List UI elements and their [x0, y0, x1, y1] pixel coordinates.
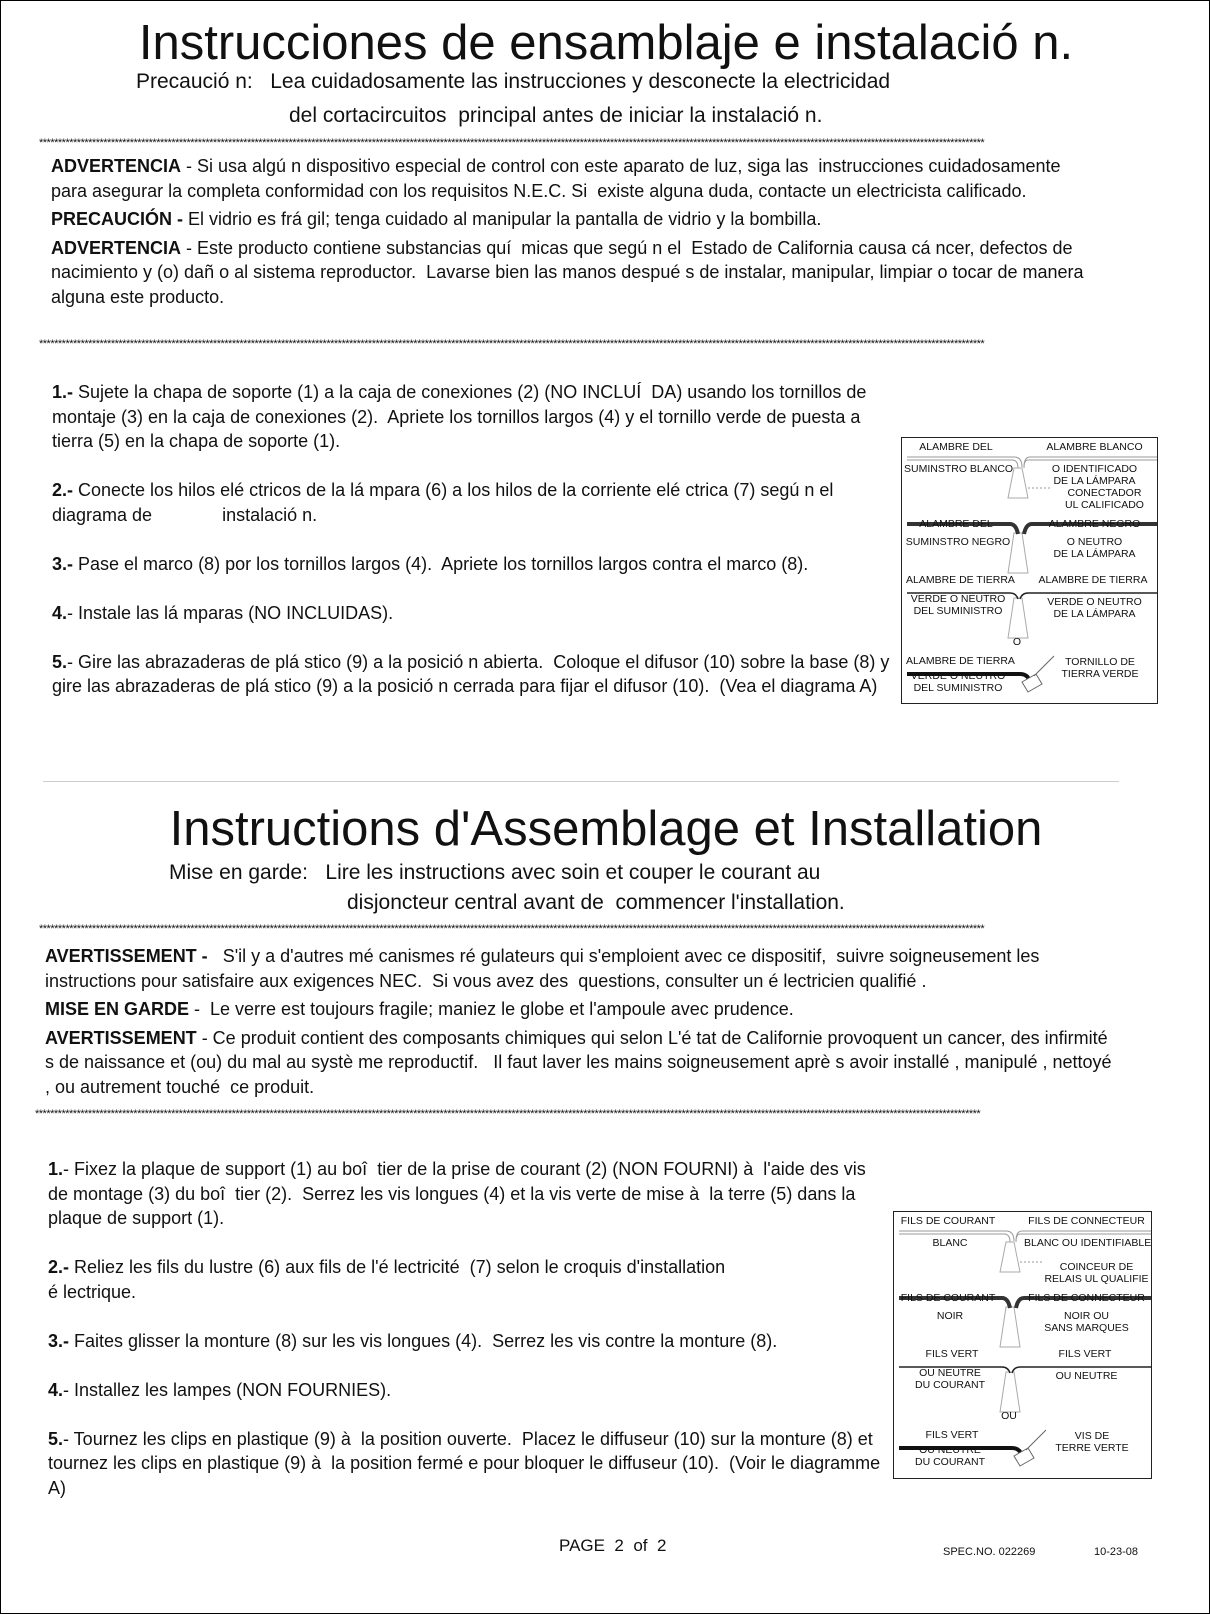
diagram-label-r2b: O NEUTRO DE LA LÁMPARA	[1053, 536, 1136, 560]
step-number: 4.	[52, 602, 68, 623]
french-caution-line1: Mise en garde: Lire les instructions avec soin et couper le courant au	[169, 861, 821, 884]
warning-label: MISE EN GARDE	[45, 999, 190, 1019]
warning-label: AVERTISSEMENT	[45, 1027, 197, 1048]
diagram-label-l3b: VERDE O NEUTRO DEL SUMINISTRO	[910, 593, 1006, 617]
diagram-label-r3b: VERDE O NEUTRO DE LA LÁMPARA	[1047, 596, 1142, 620]
spec-number: SPEC.NO. 022269	[943, 1546, 1036, 1558]
page-number: PAGE 2 of 2	[559, 1536, 667, 1555]
wiring-diagram-es	[901, 437, 1158, 704]
diagram-label-r3: FILS VERT	[1058, 1348, 1112, 1360]
diagram-label-l4: FILS VERT	[925, 1429, 979, 1441]
warning-label: ADVERTENCIA	[51, 156, 182, 176]
diagram-label-l2b: NOIR	[936, 1310, 964, 1322]
diagram-label-screw: TORNILLO DE TIERRA VERDE	[1061, 656, 1139, 680]
diagram-label-or: OU	[1001, 1410, 1017, 1422]
step-text: Sujete la chapa de soporte (1) a la caja de conexiones (2) (NO INCLUÍ DA) usando los tornillos de montaje (3) en la caja de conexiones (2). Apriete los tornillos largos (4) y el tornillo verde de puesta a tierra (5) en la chapa de soporte (1).	[52, 382, 872, 451]
step-item	[52, 552, 892, 577]
date: 10-23-08	[1094, 1546, 1139, 1558]
step-item	[48, 1255, 883, 1304]
step-text: - Fixez la plaque de support (1) au boî tier de la prise de courant (2) (NON FOURNI) à l'aide des vis de montage (3) du boî tier (2). Serrez les vis longues (4) et la vis verte de mise à la terre (5) dans la plaque de support (1).	[48, 1159, 871, 1228]
diagram-label-l3: ALAMBRE DE TIERRA	[906, 574, 1015, 586]
warning-item	[51, 236, 1101, 310]
spanish-title: Instrucciones de ensamblaje e instalació n.	[138, 16, 1074, 70]
diagram-label-l4: ALAMBRE DE TIERRA	[906, 655, 1015, 667]
step-text: Conecte los hilos elé ctricos de la lá mpara (6) a los hilos de la corriente elé ctrica (7) segú n el diagrama de instalació n.	[52, 480, 839, 525]
divider: **********************************************************************************************************************************************************************************************************************************************************	[35, 1108, 981, 1120]
diagram-label-conn: CONECTADOR UL CALIFICADO	[1065, 487, 1144, 511]
warning-item	[51, 207, 1101, 232]
step-item	[52, 601, 892, 626]
spanish-caution-line2: del cortacircuitos principal antes de iniciar la instalació n.	[289, 104, 823, 127]
french-warnings	[45, 944, 1115, 1103]
step-number: 3.-	[48, 1330, 70, 1351]
french-caution-line2: disjoncteur central avant de commencer l'installation.	[347, 891, 845, 914]
diagram-label-l1: FILS DE COURANT	[900, 1215, 996, 1227]
step-text: - Instale las lá mparas (NO INCLUIDAS).	[67, 602, 394, 623]
diagram-label-l4b: VERDE O NEUTRO DEL SUMINISTRO	[910, 670, 1006, 694]
diagram-label-r3b: OU NEUTRE	[1055, 1370, 1118, 1382]
step-item	[48, 1427, 883, 1501]
warning-label: PRECAUCIÓN -	[51, 209, 184, 229]
step-number: 2.-	[48, 1257, 70, 1277]
diagram-label-l1: ALAMBRE DEL	[919, 441, 993, 453]
diagram-label-r1b: BLANC OU IDENTIFIABLE	[1024, 1237, 1152, 1249]
diagram-label-l2b: SUMINSTRO NEGRO	[905, 536, 1011, 548]
diagram-label-r1b: O IDENTIFICADO DE LA LÁMPARA	[1051, 463, 1138, 487]
step-number: 1.-	[52, 382, 74, 402]
warning-text: - Este producto contiene substancias quí micas que segú n el Estado de California causa cá ncer, defectos de nacimiento y (o) dañ o al sistema reproductor. Lavarse bien las manos despué s de instalar, manipular, limpiar o tocar de manera alguna este producto.	[51, 237, 1089, 307]
spanish-steps	[52, 380, 895, 723]
warning-text: - Le verre est toujours fragile; maniez le globe et l'ampoule avec prudence.	[189, 999, 794, 1019]
step-number: 4.	[48, 1379, 64, 1400]
warning-label: AVERTISSEMENT -	[45, 946, 208, 966]
step-item	[48, 1378, 883, 1403]
divider: **********************************************************************************************************************************************************************************************************************************************************	[39, 137, 985, 149]
step-number: 1.	[48, 1159, 64, 1179]
step-item	[52, 380, 892, 454]
warning-text: El vidrio es frá gil; tenga cuidado al manipular la pantalla de vidrio y la bombilla.	[183, 209, 822, 229]
diagram-label-or: O	[1012, 636, 1022, 648]
diagram-label-l2: ALAMBRE DEL	[919, 518, 993, 530]
diagram-label-r3: ALAMBRE DE TIERRA	[1038, 574, 1148, 586]
step-number: 3.-	[52, 553, 74, 574]
section-separator	[43, 781, 1119, 782]
step-text: - Installez les lampes (NON FOURNIES).	[63, 1379, 392, 1400]
warning-text: S'il y a d'autres mé canismes ré gulateurs qui s'emploient avec ce dispositif, suivre soigneusement les instructions pour satisfaire aux exigences NEC. Si vous avez des questions, consulter un é lectricien qualifié .	[45, 946, 1045, 991]
step-item	[48, 1329, 883, 1354]
diagram-label-r2b: NOIR OU SANS MARQUES	[1044, 1310, 1129, 1334]
warning-item	[45, 997, 1115, 1022]
step-item	[52, 650, 895, 699]
warning-item	[51, 154, 1101, 203]
diagram-label-l4b: OU NEUTRE DU COURANT	[915, 1444, 985, 1468]
step-number: 5.	[48, 1428, 64, 1449]
diagram-label-r2: FILS DE CONNECTEUR	[1028, 1292, 1145, 1304]
diagram-label-r1: FILS DE CONNECTEUR	[1028, 1215, 1145, 1227]
step-number: 2.-	[52, 480, 74, 500]
spanish-caution-line1: Precaució n: Lea cuidadosamente las instrucciones y desconecte la electricidad	[136, 70, 891, 93]
step-number: 5.	[52, 651, 68, 672]
diagram-label-r2: ALAMBRE NEGRO	[1048, 518, 1141, 530]
diagram-label-l1b: BLANC	[932, 1237, 968, 1249]
diagram-label-l2: FILS DE COURANT	[900, 1292, 996, 1304]
step-text: - Gire las abrazaderas de plá stico (9) a la posició n abierta. Coloque el difusor (10) sobre la base (8) y gire las abrazaderas de plá stico (9) a la posició n cerrada para fijar el difusor (10). (Vea el diagrama A)	[52, 651, 895, 696]
step-text: Pase el marco (8) por los tornillos largos (4). Apriete los tornillos largos contra el marco (8).	[73, 553, 809, 574]
diagram-label-l3b: OU NEUTRE DU COURANT	[915, 1367, 985, 1391]
french-title: Instructions d'Assemblage et Installation	[169, 802, 1043, 856]
french-steps	[48, 1157, 883, 1525]
step-item	[52, 478, 892, 527]
diagram-label-l1b: SUMINSTRO BLANCO	[904, 463, 1014, 475]
step-text: Faites glisser la monture (8) sur les vis longues (4). Serrez les vis contre la monture (8).	[69, 1330, 778, 1351]
step-item	[48, 1157, 883, 1231]
warning-text: - Ce produit contient des composants chimiques qui selon L'é tat de Californie provoquent un cancer, des infirmité s de naissance et (ou) du mal au systè me reproductif. Il faut laver les mains soigneusement aprè s avoir installé , manipulé , nettoyé , ou autrement touché ce produit.	[45, 1027, 1117, 1097]
warning-label: ADVERTENCIA	[51, 237, 182, 258]
diagram-label-screw: VIS DE TERRE VERTE	[1055, 1430, 1129, 1454]
step-text: Reliez les fils du lustre (6) aux fils de l'é lectricité (7) selon le croquis d'installation é lectrique.	[48, 1257, 726, 1302]
diagram-label-l3: FILS VERT	[925, 1348, 979, 1360]
diagram-label-r1: ALAMBRE BLANCO	[1046, 441, 1143, 453]
warning-item	[45, 1026, 1115, 1100]
warning-text: - Si usa algú n dispositivo especial de control con este aparato de luz, siga las instrucciones cuidadosamente para asegurar la completa conformidad con los requisitos N.E.C. Si existe alguna duda, contacte un electricista calificado.	[51, 156, 1066, 201]
diagram-label-conn: COINCEUR DE RELAIS UL QUALIFIE	[1044, 1261, 1149, 1285]
spanish-warnings	[51, 154, 1101, 313]
warning-item	[45, 944, 1115, 993]
divider: **********************************************************************************************************************************************************************************************************************************************************	[39, 338, 985, 350]
step-text: - Tournez les clips en plastique (9) à la position ouverte. Placez le diffuseur (10) sur la monture (8) et tournez les clips en plastique (9) à la position fermé e pour bloquer le diffuseur (10). (Voir le diagramme A)	[48, 1428, 885, 1498]
divider: **********************************************************************************************************************************************************************************************************************************************************	[39, 923, 985, 935]
wiring-diagram-fr	[893, 1211, 1152, 1479]
